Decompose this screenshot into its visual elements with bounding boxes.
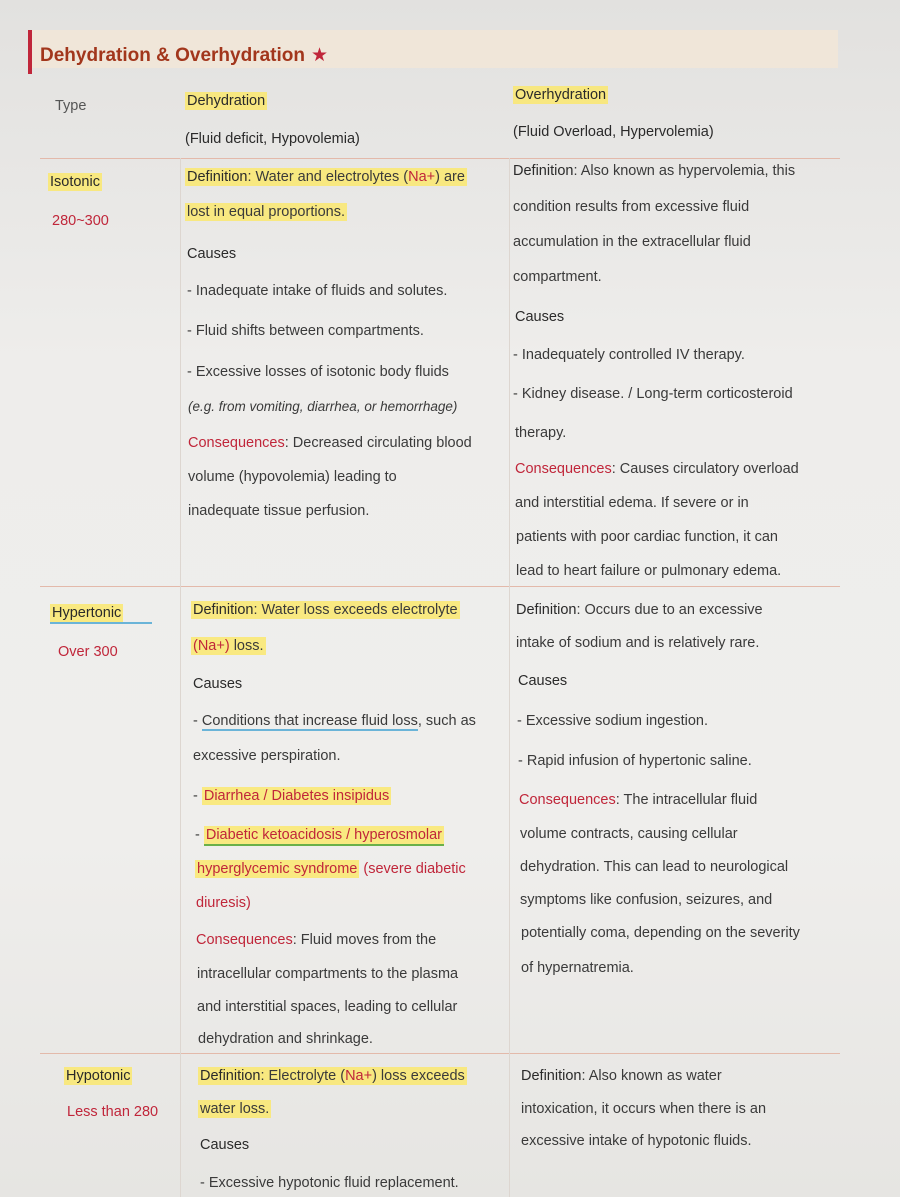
hypertonic-over-consequences-2: volume contracts, causing cellular: [520, 826, 738, 842]
hypertonic-over-definition-1: Definition: Occurs due to an excessive: [516, 602, 763, 618]
type-range-hypertonic: Over 300: [58, 644, 118, 660]
hypertonic-dehy-definition-1: Definition: Water loss exceeds electrolyte: [193, 602, 458, 618]
isotonic-over-consequences-3: patients with poor cardiac function, it can: [516, 529, 778, 545]
hypertonic-dehy-cause-3c: diuresis): [196, 895, 251, 911]
isotonic-over-consequences-4: lead to heart failure or pulmonary edema.: [516, 563, 782, 579]
hypotonic-dehy-definition-1: Definition: Electrolyte (Na+) loss exceeds: [200, 1068, 465, 1084]
hypotonic-dehy-cause-1: - Excessive hypotonic fluid replacement.: [200, 1175, 459, 1191]
isotonic-over-definition-4: compartment.: [513, 269, 602, 285]
isotonic-dehy-causes-label: Causes: [187, 246, 237, 262]
hypertonic-dehy-cause-1c: excessive perspiration.: [193, 748, 341, 764]
hypertonic-over-cause-2: - Rapid infusion of hypertonic saline.: [518, 753, 752, 769]
hypertonic-dehy-cause-3: - Diabetic ketoacidosis / hyperosmolar: [195, 826, 444, 844]
column-divider-1: [180, 158, 181, 1197]
column-divider-2: [509, 158, 510, 1197]
isotonic-over-definition-3: accumulation in the extracellular fluid: [513, 234, 751, 250]
hypertonic-dehy-definition-2: (Na+) loss.: [193, 638, 264, 654]
hypertonic-dehy-cause-2: - Diarrhea / Diabetes insipidus: [193, 788, 390, 804]
isotonic-dehy-cause-3: - Excessive losses of isotonic body fluids: [187, 364, 449, 380]
isotonic-over-definition-2: condition results from excessive fluid: [513, 199, 750, 215]
isotonic-over-causes-label: Causes: [515, 309, 565, 325]
header-dehydration: Dehydration: [187, 93, 266, 109]
header-type: Type: [55, 98, 87, 114]
type-range-isotonic: 280~300: [52, 213, 109, 229]
hypertonic-over-consequences-5: potentially coma, depending on the severity: [521, 925, 800, 941]
title-accent-bar: [28, 30, 32, 74]
isotonic-dehy-consequences-1: Consequences: Decreased circulating blood: [188, 435, 472, 451]
isotonic-dehy-consequences-2: volume (hypovolemia) leading to: [188, 469, 397, 485]
type-name-hypotonic: Hypotonic: [66, 1068, 131, 1084]
hypotonic-dehy-definition-2: water loss.: [200, 1101, 270, 1117]
hypertonic-dehy-consequences-3: and interstitial spaces, leading to cellular: [197, 999, 458, 1015]
isotonic-dehy-cause-2: - Fluid shifts between compartments.: [187, 323, 424, 339]
hypertonic-dehy-cause-1: - Conditions that increase fluid loss, such as: [193, 713, 476, 729]
isotonic-dehy-cause-1: - Inadequate intake of fluids and solutes.: [187, 283, 448, 299]
row-divider-hypertonic: [40, 1053, 840, 1054]
isotonic-over-consequences-2: and interstitial edema. If severe or in: [515, 495, 749, 511]
isotonic-over-cause-2b: therapy.: [515, 425, 567, 441]
isotonic-over-definition-1: Definition: Also known as hypervolemia, this: [513, 163, 796, 179]
row-divider-header: [40, 158, 840, 159]
type-name-hypertonic: Hypertonic: [50, 604, 152, 624]
type-range-hypotonic: Less than 280: [67, 1104, 159, 1120]
hypertonic-dehy-cause-3b: hyperglycemic syndrome (severe diabetic: [197, 861, 466, 877]
hypertonic-over-consequences-6: of hypernatremia.: [521, 960, 634, 976]
isotonic-over-consequences-1: Consequences: Causes circulatory overload: [515, 461, 799, 477]
header-overhydration: Overhydration: [515, 87, 607, 103]
hypertonic-over-cause-1: - Excessive sodium ingestion.: [517, 713, 708, 729]
hypotonic-over-definition-1: Definition: Also known as water: [521, 1068, 722, 1084]
page-title: Dehydration & Overhydration ★: [40, 45, 329, 66]
hypertonic-over-consequences-1: Consequences: The intracellular fluid: [519, 792, 758, 808]
hypertonic-dehy-consequences-1: Consequences: Fluid moves from the: [196, 932, 437, 948]
hypertonic-over-consequences-3: dehydration. This can lead to neurological: [520, 859, 789, 875]
header-dehydration-sub: (Fluid deficit, Hypovolemia): [185, 131, 360, 147]
hypotonic-over-definition-2: intoxication, it occurs when there is an: [521, 1101, 767, 1117]
title-bar: [28, 30, 838, 68]
header-overhydration-sub: (Fluid Overload, Hypervolemia): [513, 124, 714, 140]
isotonic-dehy-consequences-3: inadequate tissue perfusion.: [188, 503, 370, 519]
isotonic-dehy-definition-2: lost in equal proportions.: [187, 204, 345, 220]
hypertonic-dehy-causes-label: Causes: [193, 676, 243, 692]
isotonic-dehy-definition-1: Definition: Water and electrolytes (Na+) are: [187, 169, 465, 185]
hypertonic-dehy-consequences-2: intracellular compartments to the plasma: [197, 966, 459, 982]
star-icon: ★: [311, 45, 329, 66]
hypertonic-dehy-consequences-4: dehydration and shrinkage.: [198, 1031, 373, 1047]
hypertonic-over-definition-2: intake of sodium and is relatively rare.: [516, 635, 760, 651]
isotonic-dehy-cause-3-example: (e.g. from vomiting, diarrhea, or hemorrhage): [188, 399, 458, 414]
hypotonic-dehy-causes-label: Causes: [200, 1137, 250, 1153]
row-divider-isotonic: [40, 586, 840, 587]
type-name-isotonic: Isotonic: [50, 174, 100, 190]
hypotonic-over-definition-3: excessive intake of hypotonic fluids.: [521, 1133, 752, 1149]
isotonic-over-cause-1: - Inadequately controlled IV therapy.: [513, 347, 745, 363]
isotonic-over-cause-2: - Kidney disease. / Long-term corticosteroid: [513, 386, 793, 402]
hypertonic-over-consequences-4: symptoms like confusion, seizures, and: [520, 892, 773, 908]
hypertonic-over-causes-label: Causes: [518, 673, 568, 689]
